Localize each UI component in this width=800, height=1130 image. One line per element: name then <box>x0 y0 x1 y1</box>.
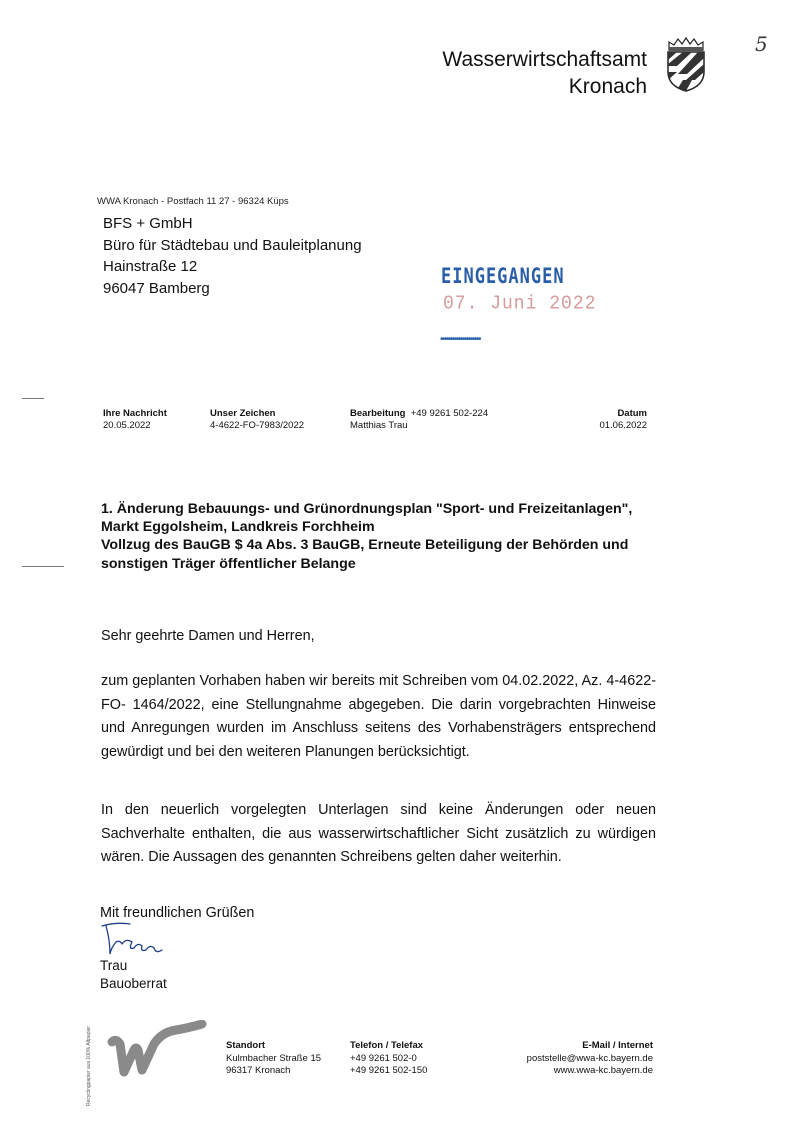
footer-telefon <box>350 1040 427 1078</box>
ref-label: Ihre Nachricht <box>103 408 167 419</box>
agency-name-line1: Wasserwirtschaftsamt <box>442 48 647 71</box>
subject-line: 1. Änderung Bebauungs- und Grünordnungsplan "Sport- und Freizeitanlagen", <box>101 501 633 517</box>
footer-value: 96317 Kronach <box>226 1065 291 1076</box>
salutation: Sehr geehrte Damen und Herren, <box>101 628 315 644</box>
ref-value: 20.05.2022 <box>103 420 151 431</box>
closing: Mit freundlichen Grüßen <box>100 905 255 921</box>
subject-line: sonstigen Träger öffentlicher Belange <box>101 555 356 572</box>
subject-line: Markt Eggolsheim, Landkreis Forchheim <box>101 519 375 536</box>
footer-email <box>527 1040 653 1078</box>
handwritten-signature <box>96 920 196 962</box>
footer-label: E-Mail / Internet <box>582 1040 653 1051</box>
ref-label: Unser Zeichen <box>210 408 276 419</box>
wwa-logo-icon <box>102 1020 207 1090</box>
ref-unser-zeichen <box>210 408 304 432</box>
received-stamp-date: 07. Juni 2022 <box>443 293 597 315</box>
body-paragraph-1: zum geplanten Vorhaben haben wir bereits mit Schreiben vom 04.02.2022, Az. 4-4622-FO- 1464/2022, eine Stellungnahme abgegeben. Die darin vorgebrachten Hinweise und Anregungen wurden im Anschluss seitens des Vorhabensträgers entsprechend gewürdigt und bei den weiteren Planungen berücksichtigt. <box>101 673 656 760</box>
recipient-line: Büro für Städtebau und Bauleitplanung <box>103 236 362 254</box>
fold-mark <box>22 566 64 567</box>
ref-label: Datum <box>617 408 647 419</box>
ref-value: Matthias Trau <box>350 420 408 431</box>
signer-block <box>100 957 167 993</box>
ref-phone: +49 9261 502-224 <box>410 408 489 419</box>
ref-value: 4-4622-FO-7983/2022 <box>210 420 305 431</box>
recipient-line: Hainstraße 12 <box>103 258 198 275</box>
body-paragraph-2: In den neuerlich vorgelegten Unterlagen sind keine Änderungen oder neuen Sachverhalte enthalten, die aus wasserwirtschaftlicher Sicht zusätzlich zu würdigen wären. Die Aussagen des genannten Schreibens gelten daher weiterhin. <box>101 802 656 865</box>
received-stamp-dots: •••••••••••••••••••• <box>440 334 481 345</box>
ref-value: 01.06.2022 <box>599 420 647 431</box>
return-address: WWA Kronach - Postfach 11 27 - 96324 Küps <box>97 196 289 207</box>
footer-value: Kulmbacher Straße 15 <box>226 1052 322 1064</box>
agency-name <box>442 46 647 100</box>
footer-value: +49 9261 502-150 <box>350 1065 428 1076</box>
footer-web-link[interactable]: www.wwa-kc.bayern.de <box>553 1065 653 1076</box>
handwritten-page-number: 5 <box>755 32 768 56</box>
received-stamp-label: EINGEGANGEN <box>441 264 565 289</box>
ref-datum <box>599 408 647 432</box>
footer-label: Telefon / Telefax <box>350 1040 424 1051</box>
recipient-line: 96047 Bamberg <box>103 279 210 297</box>
recycle-note: Recyclingpapier aus 100% Altpapier <box>86 1025 92 1106</box>
footer-standort <box>226 1040 321 1078</box>
letter-subject <box>101 500 661 573</box>
recipient-address <box>103 213 362 299</box>
ref-ihre-nachricht <box>103 408 167 432</box>
footer-email-link[interactable]: poststelle@wwa-kc.bayern.de <box>526 1052 653 1064</box>
bavarian-crest-icon <box>665 36 707 92</box>
subject-line: Vollzug des BauGB $ 4a Abs. 3 BauGB, Erneute Beteiligung der Behörden und <box>101 537 629 554</box>
signer-title: Bauoberrat <box>100 976 167 991</box>
ref-label: Bearbeitung <box>350 408 406 419</box>
recipient-line: BFS + GmbH <box>103 215 193 232</box>
footer-label: Standort <box>226 1040 266 1051</box>
agency-name-line2: Kronach <box>568 75 647 98</box>
fold-mark <box>22 398 44 399</box>
signer-name: Trau <box>100 958 128 973</box>
ref-bearbeitung <box>350 408 488 432</box>
footer-value: +49 9261 502-0 <box>350 1052 417 1064</box>
